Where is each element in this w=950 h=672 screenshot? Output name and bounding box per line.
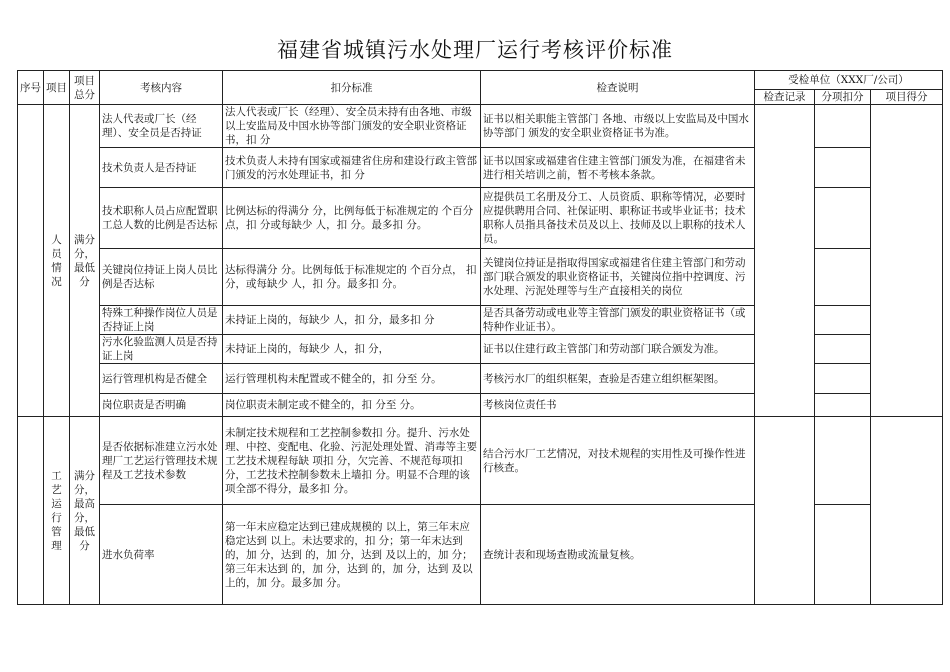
cell-content: 污水化验监测人员是否持证上岗 <box>100 335 223 364</box>
section-name <box>44 417 70 605</box>
section-name <box>44 105 70 417</box>
table-row <box>18 417 943 505</box>
section-total <box>70 417 100 605</box>
section-total-text: 满分分，最低分 <box>74 233 95 288</box>
cell-sub-deduct[interactable] <box>815 105 871 148</box>
cell-sub-deduct[interactable] <box>815 249 871 306</box>
header-item-score: 项目得分 <box>871 90 943 105</box>
cell-explain: 是否具备劳动或电业等主管部门颁发的职业资格证书（或特种作业证书）。 <box>481 306 755 335</box>
cell-content: 特殊工种操作岗位人员是否持证上岗 <box>100 306 223 335</box>
cell-content: 岗位职责是否明确 <box>100 394 223 417</box>
cell-deduction: 达标得满分 分。比例每低于标准规定的 个百分点， 扣 分，或每缺少 人，扣 分。最多扣 分。 <box>223 249 481 306</box>
header-seq: 序号 <box>18 71 44 105</box>
document-title: 福建省城镇污水处理厂运行考核评价标准 <box>277 38 673 62</box>
cell-explain: 证书以国家或福建省住建主管部门颁发为准，在福建省未进行相关培训之前，暂不考核本条款。 <box>481 148 755 188</box>
section-total <box>70 105 100 417</box>
header-content: 考核内容 <box>100 71 223 105</box>
section-total-text: 满分分，最高分，最低分 <box>74 469 95 552</box>
cell-explain: 结合污水厂工艺情况，对技术规程的实用性及可操作性进行核查。 <box>481 417 755 505</box>
cell-sub-deduct[interactable] <box>815 335 871 364</box>
cell-sub-deduct[interactable] <box>815 394 871 417</box>
cell-deduction: 法人代表或厂长（经理）、安全员未持有由各地、市级以上安监局及中国水协等部门颁发的安全职业资格证书，扣 分 <box>223 105 481 148</box>
header-explain: 检查说明 <box>481 71 755 105</box>
cell-deduction: 未制定技术规程和工艺控制参数扣 分。提升、污水处理、中控、变配电、化验、污泥处理处置、消毒等主要工艺技术规程每缺 项扣 分，欠完善、不规范每项扣 分，工艺技术控制参数未上墙扣 分。明显不合理的该项全部不得分，最多扣 分。 <box>223 417 481 505</box>
cell-sub-deduct[interactable] <box>815 188 871 249</box>
table-row <box>18 105 943 148</box>
cell-explain: 考核岗位责任书 <box>481 394 755 417</box>
cell-item-score[interactable] <box>871 105 943 417</box>
cell-deduction: 比例达标的得满分 分，比例每低于标准规定的 个百分点，扣 分或每缺少 人，扣 分。最多扣 分。 <box>223 188 481 249</box>
cell-explain: 应提供员工名册及分工、人员资质、职称等情况，必要时应提供聘用合同、社保证明、职称证书或毕业证书；技术职称人员指具备技术员及以上、技师及以上职称的技术人员。 <box>481 188 755 249</box>
cell-explain: 证书以相关职能主管部门 各地、市级以上安监局及中国水协等部门 颁发的安全职业资格证书为准。 <box>481 105 755 148</box>
section-seq <box>18 417 44 605</box>
evaluation-table <box>17 70 943 605</box>
cell-content: 运行管理机构是否健全 <box>100 364 223 394</box>
header-inspected-unit: 受检单位（XXX厂/公司） <box>755 71 943 90</box>
cell-content: 进水负荷率 <box>100 505 223 605</box>
cell-deduction: 未持证上岗的，每缺少 人，扣 分， <box>223 335 481 364</box>
cell-content: 是否依据标准建立污水处理厂工艺运行管理技术规程及工艺技术参数 <box>100 417 223 505</box>
cell-explain: 关键岗位持证是指取得国家或福建省住建主管部门和劳动部门联合颁发的职业资格证书，关键岗位指中控调度、污水处理、污泥处理等与生产直接相关的岗位 <box>481 249 755 306</box>
section-seq <box>18 105 44 417</box>
cell-explain: 证书以住建行政主管部门和劳动部门联合颁发为准。 <box>481 335 755 364</box>
section-name-text: 工艺运行管理 <box>51 469 62 552</box>
cell-content: 技术负责人是否持证 <box>100 148 223 188</box>
cell-deduction: 运行管理机构未配置或不健全的，扣 分至 分。 <box>223 364 481 394</box>
header-item: 项目 <box>44 71 70 105</box>
cell-deduction: 岗位职责未制定或不健全的，扣 分至 分。 <box>223 394 481 417</box>
cell-content: 技术职称人员占应配置职工总人数的比例是否达标 <box>100 188 223 249</box>
cell-sub-deduct[interactable] <box>815 505 871 605</box>
header-deduction: 扣分标准 <box>223 71 481 105</box>
section-name-text: 人员情况 <box>51 233 62 288</box>
cell-sub-deduct[interactable] <box>815 364 871 394</box>
header-total: 项目总分 <box>70 71 100 105</box>
cell-sub-deduct[interactable] <box>815 417 871 505</box>
cell-explain: 查统计表和现场查勘或流量复核。 <box>481 505 755 605</box>
cell-deduction: 第一年末应稳定达到已建成规模的 以上，第三年末应稳定达到 以上。未达要求的，扣 分；第一年末达到 的，加 分，达到 的，加 分，达到 及以上的，加 分；第三年末达到 的，加 分，达到 的，加 分，达到 及以上的，加 分。最多加 分。 <box>223 505 481 605</box>
header-sub-deduct: 分项扣分 <box>815 90 871 105</box>
cell-deduction: 未持证上岗的，每缺少 人，扣 分，最多扣 分 <box>223 306 481 335</box>
cell-explain: 考核污水厂的组织框架，查验是否建立组织框架图。 <box>481 364 755 394</box>
cell-record[interactable] <box>755 417 815 605</box>
cell-content: 法人代表或厂长（经理）、安全员是否持证 <box>100 105 223 148</box>
cell-sub-deduct[interactable] <box>815 306 871 335</box>
cell-record[interactable] <box>755 105 815 417</box>
header-record: 检查记录 <box>755 90 815 105</box>
cell-deduction: 技术负责人未持有国家或福建省住房和建设行政主管部门颁发的污水处理证书，扣 分 <box>223 148 481 188</box>
cell-content: 关键岗位持证上岗人员比例是否达标 <box>100 249 223 306</box>
cell-item-score[interactable] <box>871 417 943 605</box>
cell-sub-deduct[interactable] <box>815 148 871 188</box>
